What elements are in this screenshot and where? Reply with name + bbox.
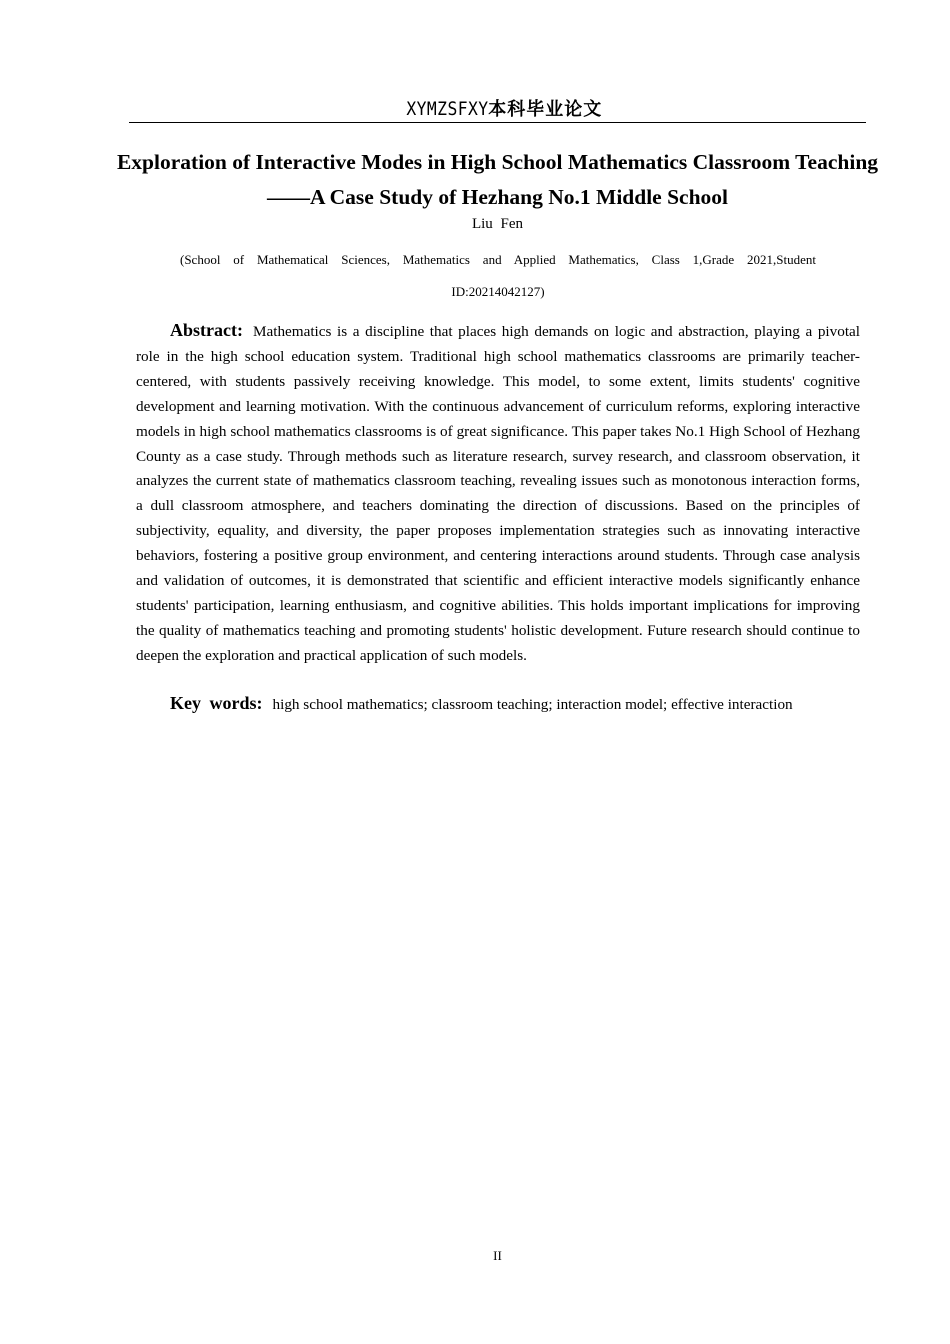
header-code: XYMZSFXY — [406, 98, 489, 120]
keywords-text: high school mathematics; classroom teaching; interaction model; effective interaction — [272, 696, 793, 713]
abstract-label: Abstract: — [170, 320, 243, 340]
author-name: Liu Fen — [471, 216, 524, 232]
keywords-label: Key words: — [170, 693, 263, 713]
page-number: II — [493, 1248, 502, 1263]
author-affiliation: (School of Mathematical Sciences, Mathematics and Applied Mathematics, Class 1,Grade 2021,Student ID:20214042127) — [180, 252, 816, 299]
paper-title: Exploration of Interactive Modes in High School Mathematics Classroom Teaching——A Case Study of Hezhang No.1 Middle School — [116, 150, 879, 209]
running-header — [129, 96, 866, 123]
abstract-paragraph — [136, 318, 860, 669]
header-label-cn: 本科毕业论文 — [488, 99, 603, 120]
abstract-text: Mathematics is a discipline that places high demands on logic and abstraction, playing a pivotal role in the high school education system. Traditional high school mathematics classrooms are primarily teacher-centered, with students passively receiving knowledge. This model, to some extent, limits students' cognitive development and learning motivation. With the continuous advancement of curriculum reforms, exploring interactive models in high school mathematics classrooms is of great significance. This paper takes No.1 High School of Hezhang County as a case study. Through methods such as literature research, survey research, and classroom observation, it analyzes the current state of mathematics classroom teaching, revealing issues such as monotonous interaction forms, a dull classroom atmosphere, and teachers dominating the direction of discussions. Based on the principles of subjectivity, equality, and diversity, the paper proposes implementation strategies such as innovating interactive behaviors, fostering a positive group environment, and centering interactions around students. Through case analysis and validation of outcomes, it is demonstrated that scientific and efficient interactive models significantly enhance students' participation, learning enthusiasm, and cognitive abilities. This holds important implications for improving the quality of mathematics teaching and promoting students' holistic development. Future research should continue to deepen the exploration and practical application of such models. — [136, 323, 860, 664]
header-rule — [129, 122, 866, 123]
keywords-paragraph — [136, 690, 860, 718]
